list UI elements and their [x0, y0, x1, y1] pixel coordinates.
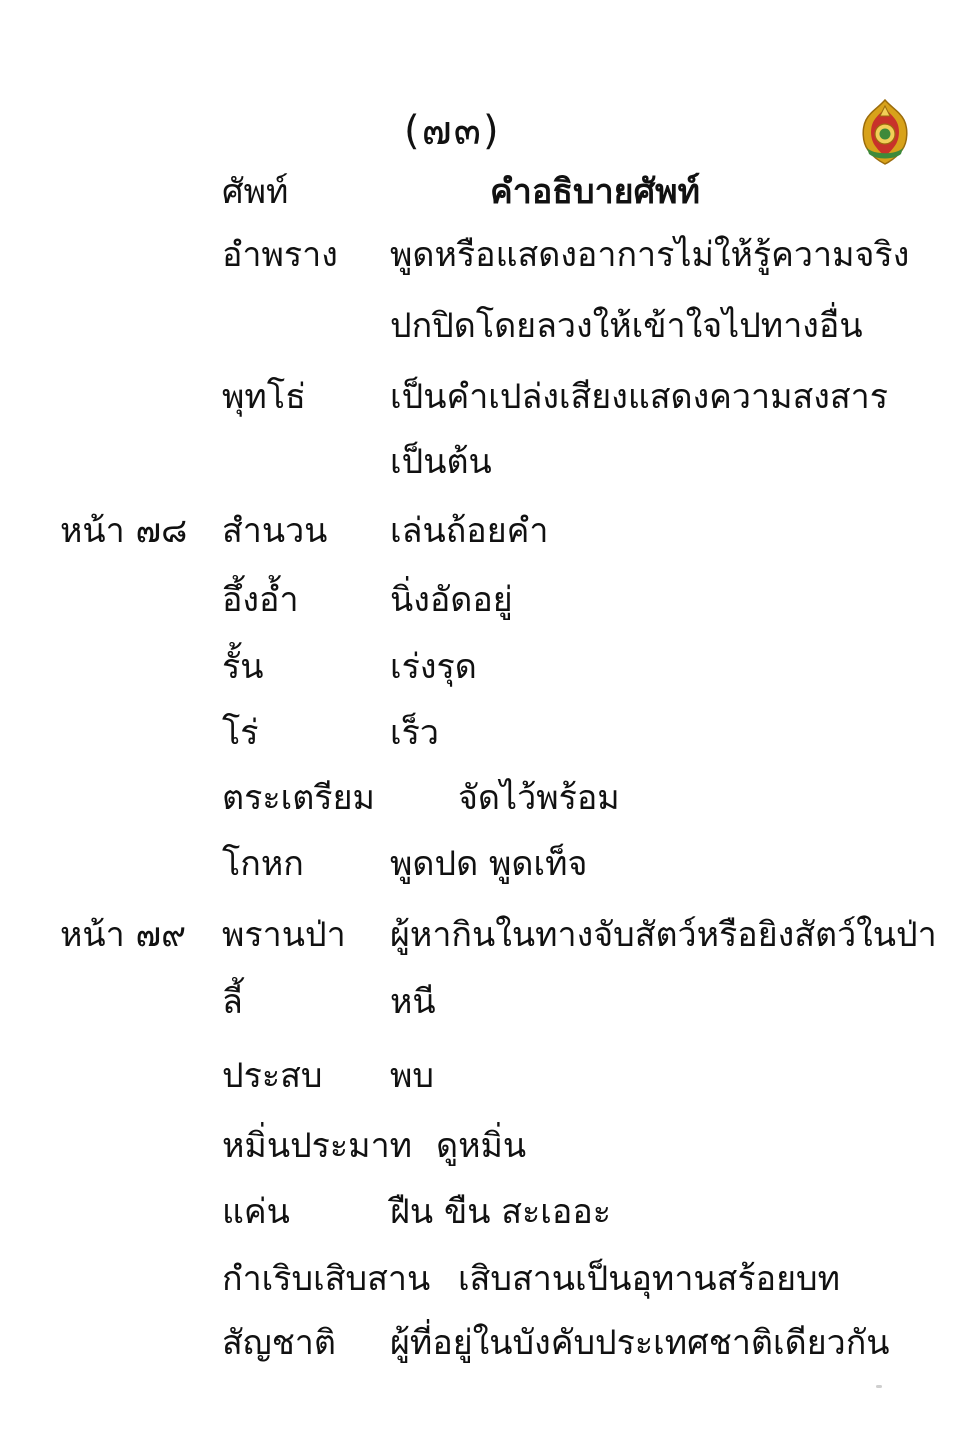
term-column-header: ศัพท์ — [222, 172, 289, 212]
glossary-row — [0, 227, 968, 283]
glossary-term: พรานป่า — [222, 915, 346, 955]
glossary-definition: ผู้ที่อยู่ในบังคับประเทศชาติเดียวกัน — [390, 1323, 890, 1363]
glossary-term: รั้น — [222, 647, 264, 687]
glossary-row — [0, 770, 968, 826]
glossary-row — [0, 705, 968, 761]
page-reference: หน้า ๗๘ — [60, 511, 188, 551]
glossary-term: พุทโธ่ — [222, 377, 306, 417]
glossary-row — [0, 434, 968, 490]
glossary-term: สำนวน — [222, 511, 328, 551]
glossary-row — [0, 1048, 968, 1104]
glossary-definition: พูดปด พูดเท็จ — [390, 844, 588, 884]
page-number: (๗๓) — [404, 108, 501, 154]
glossary-definition: พบ — [390, 1056, 434, 1096]
glossary-row — [0, 1315, 968, 1371]
glossary-row — [0, 1251, 968, 1307]
glossary-definition: จัดไว้พร้อม — [458, 778, 620, 818]
glossary-definition: เล่นถ้อยคำ — [390, 511, 549, 551]
glossary-definition: เร่งรุด — [390, 647, 477, 687]
glossary-row — [0, 298, 968, 354]
glossary-term: หมิ่นประมาท — [222, 1126, 413, 1166]
glossary-definition: นิ่งอัดอยู่ — [390, 580, 513, 620]
glossary-row — [0, 639, 968, 695]
glossary-term: อึ้งอ้ำ — [222, 580, 299, 620]
glossary-definition: พูดหรือแสดงอาการไม่ให้รู้ความจริง — [390, 235, 910, 275]
page-reference: หน้า ๗๙ — [60, 915, 187, 955]
glossary-row — [0, 836, 968, 892]
glossary-row — [0, 572, 968, 628]
glossary-definition: เป็นคำเปล่งเสียงแสดงความสงสาร — [390, 377, 888, 417]
glossary-term: กำเริบเสิบสาน — [222, 1259, 431, 1299]
glossary-row — [0, 503, 968, 559]
glossary-definition: หนี — [390, 982, 436, 1022]
glossary-term: ลี้ — [222, 982, 243, 1022]
glossary-row — [0, 369, 968, 425]
glossary-definition: ดูหมิ่น — [436, 1126, 527, 1166]
glossary-definition: เร็ว — [390, 713, 439, 753]
royal-emblem-seal-icon — [858, 98, 912, 166]
glossary-term: แค่น — [222, 1192, 290, 1232]
glossary-definition: เป็นต้น — [390, 442, 492, 482]
definition-column-header: คำอธิบายศัพท์ — [490, 172, 701, 212]
glossary-term: ตระเตรียม — [222, 778, 375, 818]
glossary-term: โร่ — [222, 713, 259, 753]
glossary-row — [0, 1118, 968, 1174]
glossary-term: โกหก — [222, 844, 304, 884]
glossary-row — [0, 1184, 968, 1240]
glossary-definition: เสิบสานเป็นอุทานสร้อยบท — [458, 1259, 841, 1299]
glossary-definition: ฝืน ขืน สะเออะ — [390, 1192, 611, 1232]
glossary-row — [0, 974, 968, 1030]
scan-artifact — [876, 1385, 882, 1388]
glossary-term: สัญชาติ — [222, 1323, 336, 1363]
glossary-term: ประสบ — [222, 1056, 323, 1096]
glossary-term: อำพราง — [222, 235, 338, 275]
glossary-definition: ปกปิดโดยลวงให้เข้าใจไปทางอื่น — [390, 306, 863, 346]
glossary-definition: ผู้หากินในทางจับสัตว์หรือยิงสัตว์ในป่า — [390, 915, 937, 955]
glossary-row — [0, 907, 968, 963]
